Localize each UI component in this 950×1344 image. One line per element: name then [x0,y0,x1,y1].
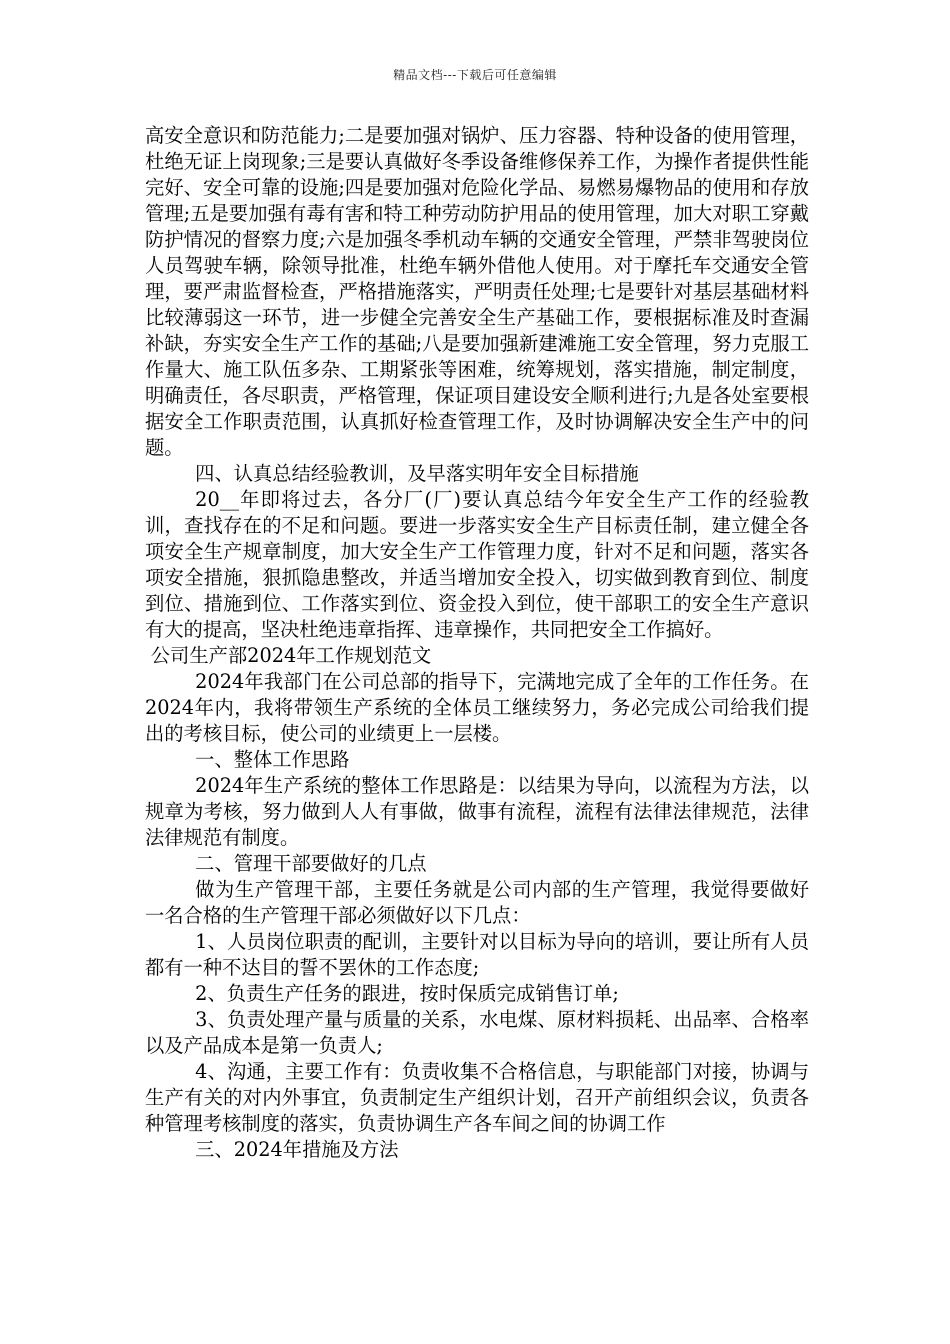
document-title: 公司生产部2024年工作规划范文 [150,644,432,667]
list-item-4: 4、沟通，主要工作有：负责收集不合格信息，与职能部门对接，协调与生产有关的对内外事宜，负责制定生产组织计划，召开产前组织会议，负责各种管理考核制度的落实，负责协调生产各车间之间的协调工作 [145,1060,809,1135]
section-heading-four: 四、认真总结经验教训，及早落实明年安全目标措施 [195,462,639,485]
paragraph-safety-measures: 高安全意识和防范能力;二是要加强对锅炉、压力容器、特种设备的使用管理，杜绝无证上岗现象;三是要认真做好冬季设备维修保养工作，为操作者提供性能完好、安全可靠的设施;四是要加强对危险化学品、易燃易爆物品的使用和存放管理;五是要加强有毒有害和特工种劳动防护用品的使用管理，加大对职工穿戴防护情况的督察力度;六是加强冬季机动车辆的交通安全管理，严禁非驾驶岗位人员驾驶车辆，除领导批准，杜绝车辆外借他人使用。对于摩托车交通安全管理，要严肃监督检查，严格措施落实，严明责任处理;七是要针对基层基础材料比较薄弱这一环节，进一步健全完善安全生产基础工作，要根据标准及时查漏补缺，夯实安全生产工作的基础;八是要加强新建滩施工安全管理，努力克服工作量大、施工队伍多杂、工期紧张等困难，统筹规划，落实措施，制定制度，明确责任，各尽职责，严格管理，保证项目建设安全顺利进行;九是各处室要根据安全工作职责范围，认真抓好检查管理工作，及时协调解决安全生产中的问题。 [145,124,809,459]
paragraph-overall-idea: 2024年生产系统的整体工作思路是：以结果为导向，以流程为方法，以规章为考核，努力做到人人有事做，做事有流程，流程有法律法律规范，法律法律规范有制度。 [145,774,809,849]
paragraph-summary: 20__年即将过去，各分厂(厂)要认真总结今年安全生产工作的经验教训，查找存在的不足和问题。要进一步落实安全生产目标责任制，建立健全各项安全生产规章制度，加大安全生产工作管理力度，针对不足和问题，落实各项安全措施，狠抓隐患整改，并适当增加安全投入，切实做到教育到位、制度到位、措施到位、工作落实到位、资金投入到位，使干部职工的安全生产意识有大的提高，坚决杜绝违章指挥、违章操作，共同把安全工作搞好。 [145,488,809,641]
page-header: 精品文档---下载后可任意编辑 [393,68,557,82]
list-item-3: 3、负责处理产量与质量的关系，水电煤、原材料损耗、出品率、合格率以及产品成本是第一负责人; [145,1008,809,1057]
paragraph-intro: 2024年我部门在公司总部的指导下，完满地完成了全年的工作任务。在2024年内，我将带领生产系统的全体员工继续努力，务必完成公司给我们提出的考核目标，使公司的业绩更上一层楼。 [145,670,809,745]
document-body [145,123,809,1163]
section-heading-one: 一、整体工作思路 [195,748,350,771]
section-heading-two: 二、管理干部要做好的几点 [195,852,427,875]
list-item-2: 2、负责生产任务的跟进，按时保质完成销售订单; [195,982,619,1005]
paragraph-manager-duties: 做为生产管理干部，主要任务就是公司内部的生产管理，我觉得要做好一名合格的生产管理干部必须做好以下几点： [145,878,809,927]
section-heading-three: 三、2024年措施及方法 [195,1138,399,1161]
list-item-1: 1、人员岗位职责的配训，主要针对以目标为导向的培训，要让所有人员都有一种不达目的誓不罢休的工作态度; [145,930,809,979]
